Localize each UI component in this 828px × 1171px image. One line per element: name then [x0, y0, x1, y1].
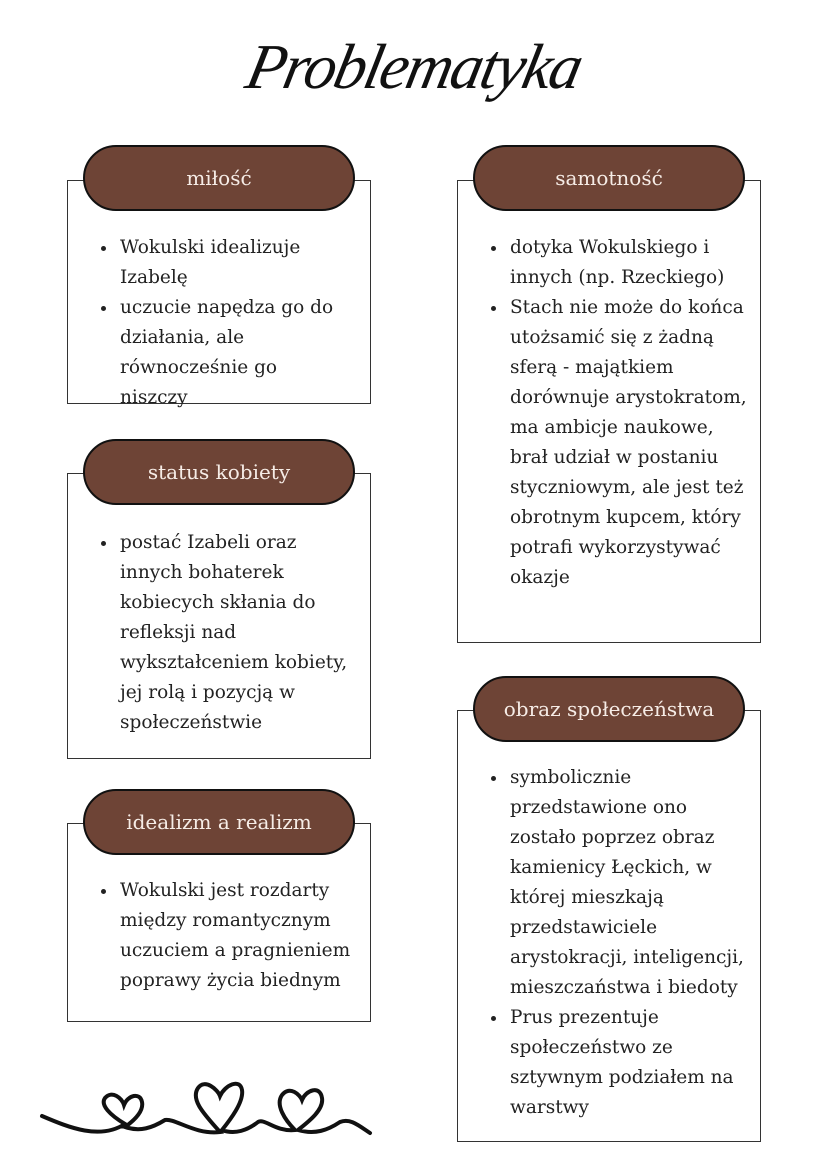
page-title: Problematyka	[240, 31, 588, 102]
list-item: • symbolicznie przedstawione ono zostało poprzez obraz kamienicy Łęckich, w której mieszkają przedstawiciele arystokracji, inteligencji, mieszczaństwa i biedoty	[508, 763, 758, 1003]
section-heading: idealizm a realizm	[83, 789, 355, 855]
list-item: • Wokulski idealizuje Izabelę	[118, 233, 348, 293]
list-item: • dotyka Wokulskiego i innych (np. Rzeckiego)	[508, 233, 752, 293]
section-heading: status kobiety	[83, 439, 355, 505]
section-heading: obraz społeczeństwa	[473, 676, 745, 742]
hearts-doodle-icon	[30, 1060, 390, 1160]
section-samotnosc	[457, 180, 761, 643]
list-item: • Wokulski jest rozdarty między romantycznym uczuciem a pragnieniem poprawy życia biednym	[118, 876, 358, 996]
list-item: • uczucie napędza go do działania, ale równocześnie go niszczy	[118, 293, 348, 413]
list-item: • Prus prezentuje społeczeństwo ze sztywnym podziałem na warstwy	[508, 1003, 758, 1123]
list-item: • Stach nie może do końca utożsamić się z żadną sferą - majątkiem dorównuje arystokratom, ma ambicje naukowe, brał udział w postaniu styczniowym, ale jest też obrotnym kupcem, który potrafi wykorzystywać okazje	[508, 293, 752, 593]
section-heading: samotność	[473, 145, 745, 211]
section-status-kobiety	[67, 473, 371, 759]
section-milosc	[67, 180, 371, 408]
section-obraz-spoleczenstwa	[457, 710, 761, 1142]
section-heading: miłość	[83, 145, 355, 211]
list-item: • postać Izabeli oraz innych bohaterek kobiecych skłania do refleksji nad wykształceniem kobiety, jej rolą i pozycją w społeczeństwie	[118, 528, 358, 738]
